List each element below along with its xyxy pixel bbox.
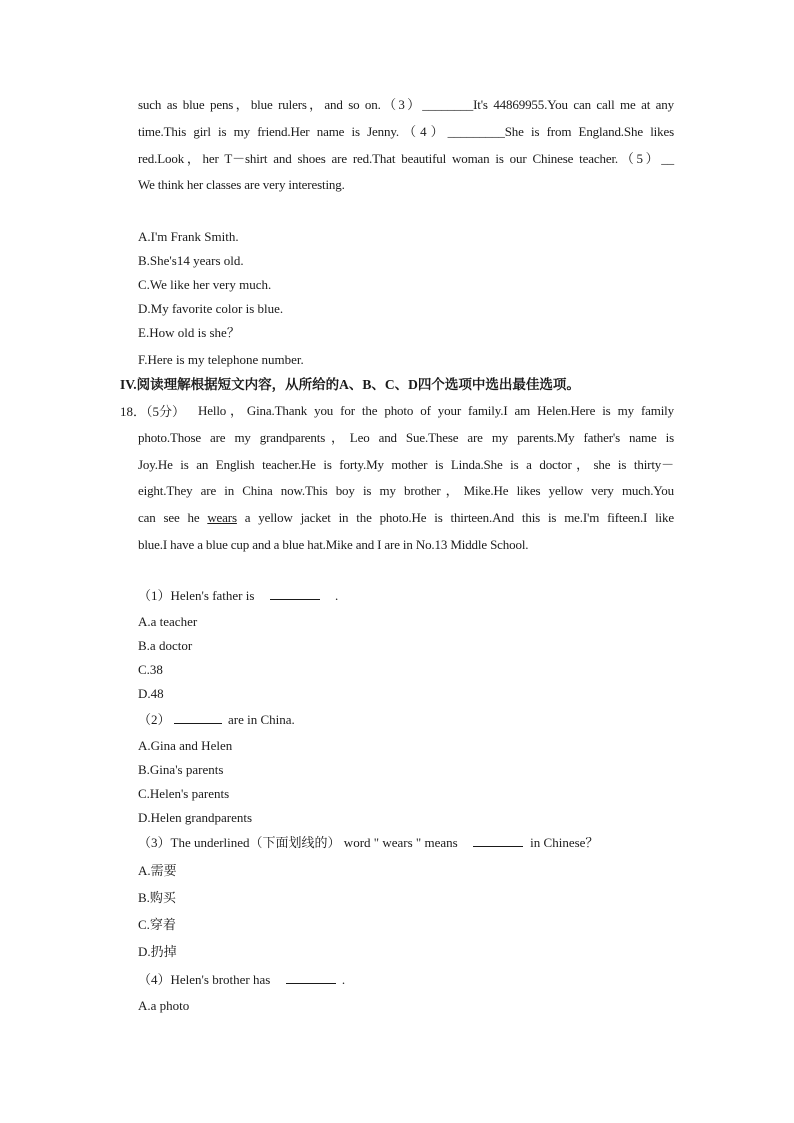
sub2-option-d: D.Helen grandparents [138, 810, 253, 825]
option-c: C.We like her very much. [138, 277, 272, 292]
sub1-option-a: A.a teacher [138, 614, 198, 629]
sub2-option-c: C.Helen's parents [138, 786, 230, 801]
answer-blank[interactable] [473, 835, 523, 847]
passage-line: photo.Those are my grandparents，Leo and Sue.These are my parents.My father's name is [138, 429, 674, 445]
subquestion-stem-end: . [341, 972, 346, 987]
question-number: 18．（5分） [120, 404, 186, 419]
answer-blank[interactable] [174, 712, 222, 724]
answer-blank[interactable] [286, 972, 336, 984]
subquestion-stem: （2） [138, 712, 171, 727]
sub2-option-a: A.Gina and Helen [138, 738, 233, 753]
sub3-option-d: D.扔掉 [138, 944, 177, 959]
passage-line: blue.I have a blue cup and a blue hat.Mike and I are in No.13 Middle School. [138, 536, 529, 552]
sub3-option-b: B.购买 [138, 890, 176, 905]
option-d: D.My favorite color is blue. [138, 301, 284, 316]
passage-line: eight.They are in China now.This boy is my brother，Mike.He likes yellow very much.You [138, 483, 674, 499]
subquestion-stem: （3）The underlined（下面划线的） word " wears " means [138, 835, 458, 850]
option-e: E.How old is she？ [138, 325, 240, 340]
passage-line-underlined: can see he wears a yellow jacket in the photo.He is thirteen.And this is me.I'm fifteen.I like [138, 510, 674, 526]
passage-prev [138, 92, 674, 199]
subquestion-4 [138, 972, 345, 988]
option-a: A.I'm Frank Smith. [138, 229, 239, 244]
sub3-option-c: C.穿着 [138, 917, 176, 932]
option-b: B.She's14 years old. [138, 253, 244, 268]
passage-line: such as blue pens，blue rulers，and so on.（3）________It's 44869955.You can call me at any [138, 97, 674, 112]
subquestion-2 [138, 712, 295, 728]
section-heading: IV.阅读理解根据短文内容，从所给的A、B、C、D四个选项中选出最佳选项。 [120, 377, 580, 392]
passage-line: Joy.He is an English teacher.He is forty.My mother is Linda.She is a doctor，she is thirty－ [138, 456, 674, 472]
subquestion-1 [138, 588, 338, 604]
subquestion-stem-end: are in China. [228, 712, 295, 727]
sub1-option-b: B.a doctor [138, 638, 193, 653]
passage-line: Hello，Gina.Thank you for the photo of your family.I am Helen.Here is my family [198, 403, 674, 418]
underlined-word: wears [207, 510, 237, 526]
sub1-option-c: C.38 [138, 662, 163, 677]
sub3-option-a: A.需要 [138, 863, 177, 878]
subquestion-stem-end: in Chinese？ [530, 835, 599, 850]
passage-line: red.Look，her T－shirt and shoes are red.That beautiful woman is our Chinese teacher.（5）__ [138, 150, 674, 166]
subquestion-stem: （4）Helen's brother has [138, 972, 271, 987]
passage-q18 [138, 398, 674, 559]
answer-blank[interactable] [270, 588, 320, 600]
passage-line: We think her classes are very interesting. [138, 177, 345, 193]
passage-line: time.This girl is my friend.Her name is Jenny.（4）_________She is from England.She likes [138, 123, 674, 139]
option-f: F.Here is my telephone number. [138, 352, 304, 367]
sub1-option-d: D.48 [138, 686, 164, 701]
subquestion-stem: （1）Helen's father is [138, 588, 255, 603]
sub4-option-a: A.a photo [138, 998, 190, 1013]
subquestion-3 [138, 835, 598, 851]
subquestion-stem-end: . [334, 588, 339, 603]
sub2-option-b: B.Gina's parents [138, 762, 224, 777]
